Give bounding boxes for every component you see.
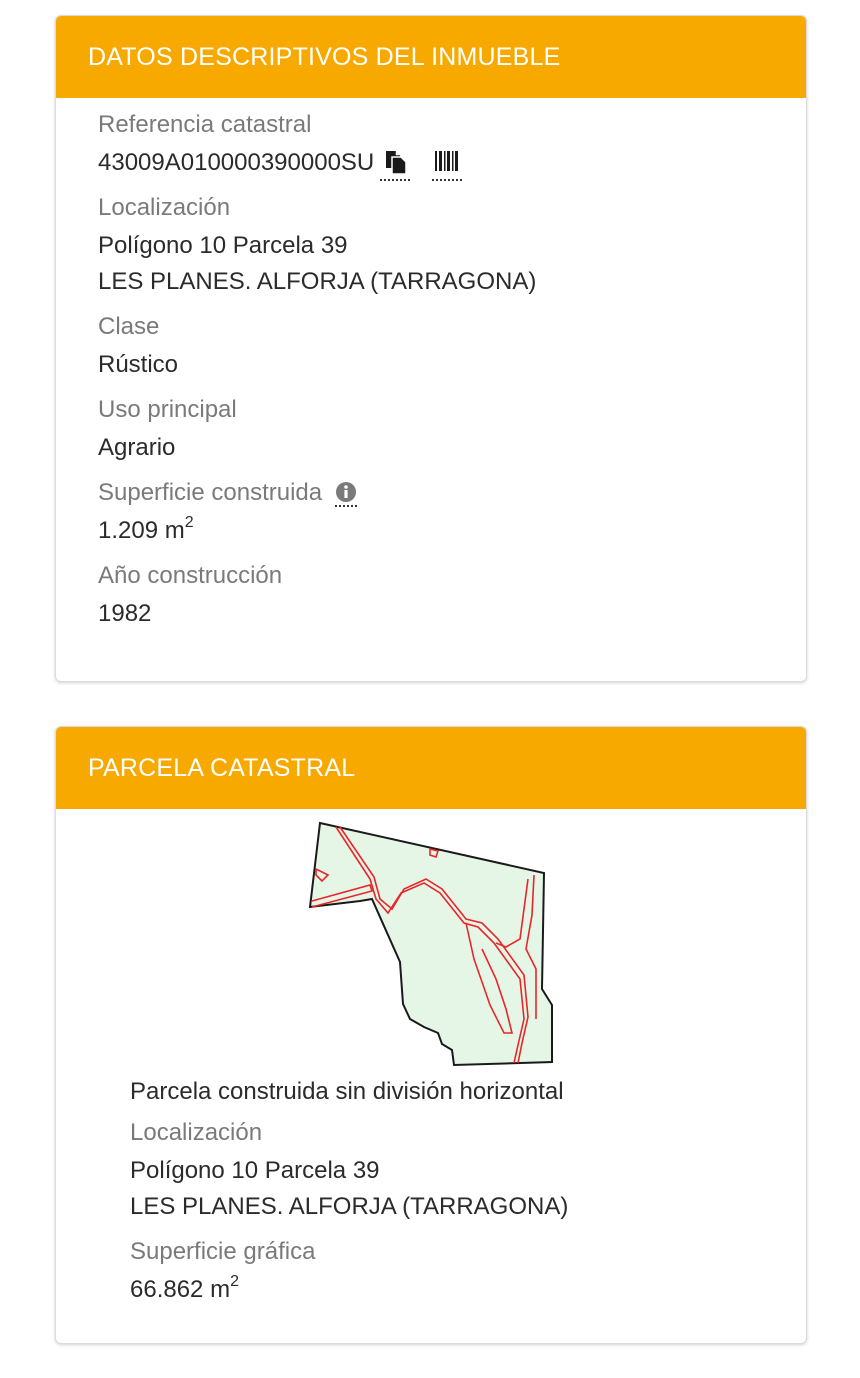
use-label: Uso principal <box>98 396 237 423</box>
copy-document-icon[interactable] <box>380 145 410 181</box>
year-label: Año construcción <box>98 562 283 589</box>
parcel-map[interactable] <box>306 819 556 1075</box>
parcel-location-group <box>130 1119 568 1225</box>
info-icon[interactable] <box>335 481 357 507</box>
built-area-label-row <box>98 479 806 507</box>
parcel-header: PARCELA CATASTRAL <box>56 727 806 809</box>
parcel-area-group <box>130 1238 568 1308</box>
ref-value[interactable]: 43009A010000390000SU <box>98 149 375 176</box>
class-label: Clase <box>98 313 160 340</box>
parcel-area-number: 66.862 m <box>130 1276 231 1303</box>
parcel-area-label: Superficie gráfica <box>130 1238 316 1265</box>
property-details-card <box>55 15 807 682</box>
location-line2: LES PLANES. ALFORJA (TARRAGONA) <box>98 268 537 295</box>
use-value: Agrario <box>98 434 176 461</box>
class-group <box>98 313 806 383</box>
location-group <box>98 194 806 300</box>
built-area-group <box>98 479 806 549</box>
use-group <box>98 396 806 466</box>
parcel-location-line1: Polígono 10 Parcela 39 <box>130 1157 380 1184</box>
parcel-area-value <box>130 1272 568 1308</box>
year-group <box>98 562 806 632</box>
location-label: Localización <box>98 194 231 221</box>
ref-row <box>98 145 806 181</box>
built-area-unit-exponent: 2 <box>184 514 194 531</box>
parcel-type: Parcela construida sin división horizontal <box>130 1078 564 1105</box>
parcel-card <box>55 726 807 1344</box>
property-details-header: DATOS DESCRIPTIVOS DEL INMUEBLE <box>56 16 806 98</box>
parcel-body <box>130 1075 568 1321</box>
parcel-area-unit-exponent: 2 <box>230 1273 239 1290</box>
location-line1: Polígono 10 Parcela 39 <box>98 232 348 259</box>
class-value: Rústico <box>98 351 179 378</box>
parcel-location-label: Localización <box>130 1119 263 1146</box>
barcode-icon[interactable] <box>432 145 462 181</box>
built-area-value <box>98 513 806 549</box>
property-details-body <box>56 98 806 632</box>
parcel-location-line2: LES PLANES. ALFORJA (TARRAGONA) <box>130 1193 569 1220</box>
built-area-label: Superficie construida <box>98 479 323 506</box>
year-value: 1982 <box>98 600 152 627</box>
ref-label: Referencia catastral <box>98 111 312 138</box>
ref-group <box>98 111 806 181</box>
built-area-number: 1.209 m <box>98 517 185 544</box>
